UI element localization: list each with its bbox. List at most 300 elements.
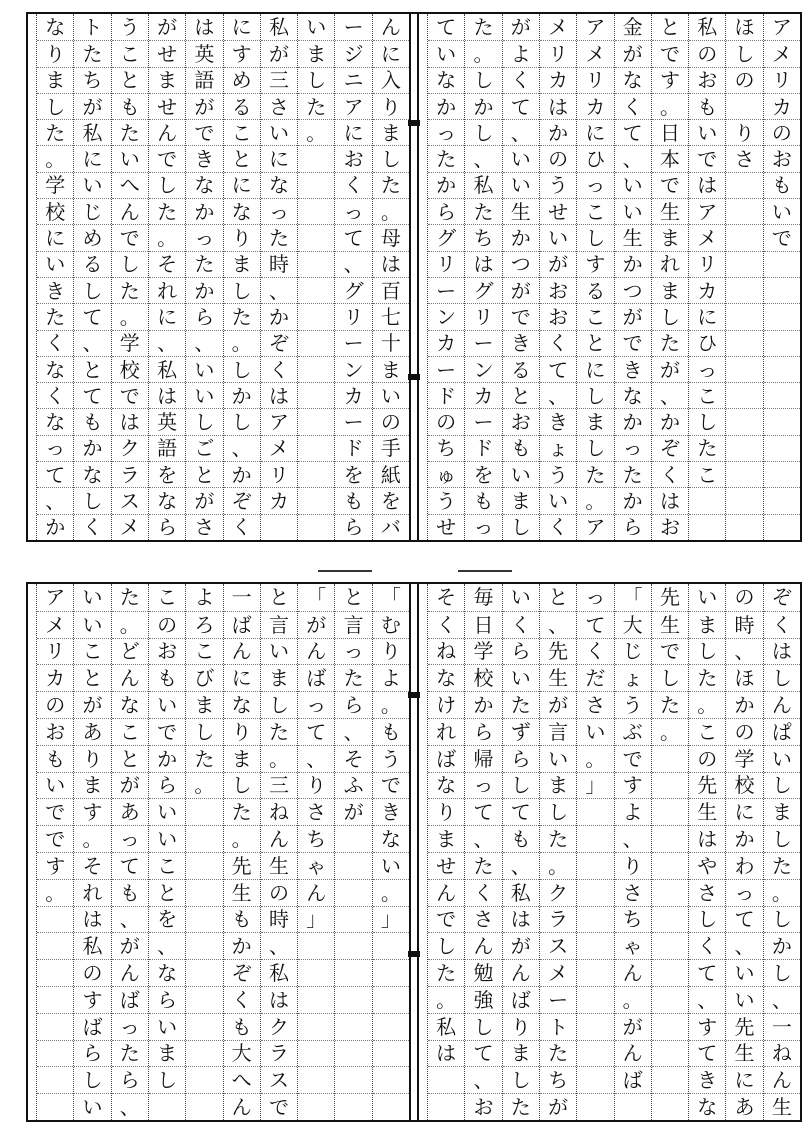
grid-cell: 言 — [261, 611, 297, 638]
grid-cell: ん — [224, 1093, 260, 1120]
grid-cell — [764, 277, 800, 303]
grid-cell: し — [764, 772, 800, 799]
grid-cell: メ — [689, 224, 725, 250]
grid-cell: す — [577, 251, 613, 277]
grid-cell — [726, 356, 762, 382]
grid-cell: し — [540, 798, 576, 825]
grid-cell: 。 — [373, 691, 409, 718]
grid-cell: ラ — [540, 906, 576, 933]
grid-cell — [726, 461, 762, 487]
manuscript-column — [539, 584, 576, 1120]
grid-cell: 語 — [186, 67, 222, 93]
grid-cell: り — [224, 718, 260, 745]
grid-cell: ー — [335, 330, 371, 356]
grid-cell: し — [74, 487, 110, 513]
grid-cell: ん — [380, 15, 401, 40]
grid-cell: お — [335, 145, 371, 171]
grid-cell — [726, 487, 762, 513]
grid-cell: で — [764, 224, 800, 250]
grid-cell: あ — [112, 798, 148, 825]
grid-cell: 。 — [764, 879, 800, 906]
manuscript-column — [73, 14, 110, 540]
grid-cell: ン — [428, 303, 464, 329]
grid-cell: と — [503, 382, 539, 408]
grid-cell: ん — [112, 198, 148, 224]
grid-cell: リ — [764, 67, 800, 93]
grid-cell: ら — [615, 514, 651, 540]
grid-cell: さ — [577, 691, 613, 718]
grid-cell: 時 — [726, 611, 762, 638]
grid-cell: い — [428, 40, 464, 66]
grid-cell: 私 — [74, 932, 110, 959]
grid-cell: 「 — [380, 585, 401, 610]
gutter-mark — [408, 951, 420, 957]
grid-cell: ん — [298, 879, 334, 906]
grid-cell: メ — [577, 40, 613, 66]
grid-cell: ば — [428, 745, 464, 772]
grid-cell — [335, 879, 371, 906]
grid-cell: ま — [764, 798, 800, 825]
grid-cell: メ — [764, 40, 800, 66]
manuscript-column — [36, 14, 73, 540]
grid-cell: は — [652, 487, 688, 513]
grid-cell: 語 — [149, 435, 185, 461]
grid-cell: て — [37, 461, 73, 487]
grid-cell: 強 — [465, 986, 501, 1013]
grid-cell: と — [112, 67, 148, 93]
grid-cell: た — [373, 172, 409, 198]
grid-cell: 、 — [503, 852, 539, 879]
manuscript-column — [651, 14, 688, 540]
grid-cell — [652, 772, 688, 799]
grid-cell: 生 — [652, 611, 688, 638]
grid-cell — [186, 932, 222, 959]
grid-cell — [298, 303, 334, 329]
grid-cell: カ — [428, 330, 464, 356]
grid-cell: さ — [615, 879, 651, 906]
manuscript-column — [651, 584, 688, 1120]
manuscript-column — [111, 584, 148, 1120]
grid-cell: ん — [112, 959, 148, 986]
grid-cell: し — [652, 664, 688, 691]
grid-cell: ー — [540, 986, 576, 1013]
grid-cell — [764, 382, 800, 408]
grid-cell: お — [764, 145, 800, 171]
grid-cell: が — [615, 303, 651, 329]
manuscript-column — [464, 584, 501, 1120]
grid-cell: 私 — [465, 172, 501, 198]
grid-cell: か — [503, 224, 539, 250]
grid-cell: れ — [428, 718, 464, 745]
grid-cell: ば — [298, 664, 334, 691]
grid-cell: 。 — [540, 852, 576, 879]
grid-cell: ー — [343, 15, 364, 40]
grid-cell: カ — [577, 93, 613, 119]
grid-cell: い — [726, 986, 762, 1013]
grid-cell: り — [726, 119, 762, 145]
grid-cell: を — [335, 461, 371, 487]
grid-cell — [689, 514, 725, 540]
grid-cell: 、 — [112, 1093, 148, 1120]
grid-cell: 私 — [697, 15, 718, 40]
grid-cell — [726, 514, 762, 540]
grid-cell — [428, 1066, 464, 1093]
grid-cell: い — [373, 382, 409, 408]
grid-cell — [764, 435, 800, 461]
manuscript-column — [688, 14, 725, 540]
grid-cell: グ — [428, 224, 464, 250]
grid-cell: ア — [585, 15, 606, 40]
grid-cell: ま — [689, 611, 725, 638]
grid-cell: び — [186, 664, 222, 691]
grid-cell — [652, 906, 688, 933]
grid-cell: て — [74, 303, 110, 329]
grid-cell: 大 — [224, 1040, 260, 1067]
grid-cell: か — [615, 251, 651, 277]
grid-cell: ま — [261, 664, 297, 691]
grid-cell: は — [540, 93, 576, 119]
grid-cell — [186, 1040, 222, 1067]
grid-cell — [652, 745, 688, 772]
grid-cell: の — [540, 145, 576, 171]
grid-cell: な — [45, 15, 66, 40]
grid-cell: グ — [465, 277, 501, 303]
grid-cell: ま — [74, 772, 110, 799]
grid-cell: で — [112, 382, 148, 408]
grid-cell: は — [74, 906, 110, 933]
grid-cell: が — [112, 772, 148, 799]
grid-cell: で — [112, 224, 148, 250]
grid-cell — [764, 461, 800, 487]
grid-cell: し — [577, 435, 613, 461]
grid-cell: い — [540, 745, 576, 772]
grid-cell: し — [224, 772, 260, 799]
grid-cell — [186, 1066, 222, 1093]
grid-cell: い — [503, 664, 539, 691]
grid-cell: し — [764, 959, 800, 986]
grid-cell: こ — [157, 585, 178, 610]
grid-cell: ン — [335, 356, 371, 382]
grid-cell: う — [119, 15, 140, 40]
grid-cell: り — [373, 93, 409, 119]
grid-cell: い — [540, 487, 576, 513]
grid-cell: っ — [585, 585, 606, 610]
grid-cell: と — [186, 461, 222, 487]
grid-cell: て — [74, 382, 110, 408]
manuscript-sheet-top — [26, 12, 802, 542]
grid-cell: い — [186, 382, 222, 408]
manuscript-sheet-bottom — [26, 582, 802, 1122]
grid-cell: じ — [615, 638, 651, 665]
bottom-sheet-columns — [28, 584, 800, 1120]
grid-cell — [615, 1093, 651, 1120]
grid-cell: ー — [465, 330, 501, 356]
grid-cell: が — [335, 798, 371, 825]
grid-cell: し — [503, 772, 539, 799]
grid-cell: た — [465, 198, 501, 224]
grid-cell: が — [74, 93, 110, 119]
grid-cell: は — [764, 638, 800, 665]
grid-cell: ら — [74, 1040, 110, 1067]
grid-cell — [335, 1013, 371, 1040]
grid-cell: リ — [465, 303, 501, 329]
grid-cell: ま — [224, 251, 260, 277]
grid-cell: そ — [436, 585, 457, 610]
grid-cell: む — [373, 611, 409, 638]
grid-cell: が — [510, 15, 531, 40]
grid-cell: 手 — [373, 435, 409, 461]
grid-cell: た — [112, 119, 148, 145]
grid-cell: す — [74, 798, 110, 825]
grid-cell: し — [224, 408, 260, 434]
grid-cell: く — [37, 382, 73, 408]
grid-cell: ア — [577, 514, 613, 540]
manuscript-column — [148, 584, 185, 1120]
grid-cell: し — [74, 1066, 110, 1093]
grid-cell: ら — [112, 1066, 148, 1093]
grid-cell: っ — [335, 198, 371, 224]
grid-cell: て — [112, 852, 148, 879]
grid-cell: で — [186, 119, 222, 145]
grid-cell: を — [149, 461, 185, 487]
grid-cell — [186, 986, 222, 1013]
grid-cell: 私 — [74, 119, 110, 145]
grid-cell: 時 — [261, 906, 297, 933]
center-gutter — [409, 14, 419, 540]
grid-cell: だ — [577, 664, 613, 691]
grid-cell: ま — [577, 408, 613, 434]
grid-cell — [298, 1093, 334, 1120]
grid-cell: ド — [428, 382, 464, 408]
grid-cell — [298, 959, 334, 986]
grid-cell: い — [37, 251, 73, 277]
grid-cell: 百 — [373, 277, 409, 303]
grid-cell: も — [224, 906, 260, 933]
grid-cell — [652, 1066, 688, 1093]
grid-cell: お — [37, 718, 73, 745]
grid-cell: 生 — [689, 798, 725, 825]
grid-cell: ま — [149, 67, 185, 93]
grid-cell: か — [465, 691, 501, 718]
grid-cell: つ — [615, 277, 651, 303]
grid-cell: ら — [503, 638, 539, 665]
grid-cell — [261, 514, 297, 540]
grid-cell: し — [149, 172, 185, 198]
grid-cell: ふ — [335, 772, 371, 799]
manuscript-column — [297, 14, 334, 540]
grid-cell — [335, 906, 371, 933]
grid-cell: ー — [335, 408, 371, 434]
grid-cell: せ — [428, 852, 464, 879]
grid-cell: 。 — [577, 745, 613, 772]
grid-cell: ぞ — [224, 487, 260, 513]
grid-cell — [298, 487, 334, 513]
grid-cell: も — [764, 172, 800, 198]
grid-cell: ト — [540, 1013, 576, 1040]
grid-cell: な — [149, 487, 185, 513]
grid-cell — [298, 198, 334, 224]
manuscript-column — [576, 14, 613, 540]
grid-cell: リ — [37, 638, 73, 665]
grid-cell: い — [577, 718, 613, 745]
grid-cell — [186, 852, 222, 879]
grid-cell: も — [74, 408, 110, 434]
grid-cell: 紙 — [373, 461, 409, 487]
grid-cell: 一 — [764, 1013, 800, 1040]
grid-cell: の — [726, 718, 762, 745]
grid-cell — [298, 251, 334, 277]
grid-cell — [652, 852, 688, 879]
grid-cell: め — [224, 67, 260, 93]
grid-cell: い — [764, 745, 800, 772]
grid-cell: を — [373, 487, 409, 513]
grid-cell: 。 — [149, 224, 185, 250]
grid-cell — [298, 435, 334, 461]
grid-cell: い — [74, 611, 110, 638]
grid-cell: な — [615, 382, 651, 408]
grid-cell — [37, 932, 73, 959]
grid-cell: 先 — [689, 772, 725, 799]
grid-cell: は — [112, 408, 148, 434]
grid-cell — [373, 986, 409, 1013]
grid-cell: 生 — [224, 879, 260, 906]
grid-cell: に — [577, 356, 613, 382]
grid-cell — [577, 1066, 613, 1093]
grid-cell: く — [335, 172, 371, 198]
grid-cell: 。 — [224, 330, 260, 356]
grid-cell: 。 — [428, 986, 464, 1013]
grid-cell: ジ — [335, 40, 371, 66]
grid-cell: で — [652, 638, 688, 665]
grid-cell: い — [149, 798, 185, 825]
grid-cell: た — [261, 718, 297, 745]
grid-cell: こ — [112, 718, 148, 745]
grid-cell: は — [261, 986, 297, 1013]
grid-cell: で — [652, 172, 688, 198]
grid-cell: し — [465, 1013, 501, 1040]
grid-cell: か — [186, 198, 222, 224]
grid-cell: ド — [335, 435, 371, 461]
grid-cell — [726, 198, 762, 224]
grid-cell: な — [37, 408, 73, 434]
manuscript-column — [725, 14, 762, 540]
grid-cell: に — [577, 119, 613, 145]
manuscript-column — [614, 14, 651, 540]
grid-cell: の — [373, 408, 409, 434]
divider-mark — [458, 570, 512, 572]
grid-cell: 学 — [465, 638, 501, 665]
grid-cell: た — [428, 959, 464, 986]
grid-cell: 英 — [186, 40, 222, 66]
grid-cell: 」 — [373, 906, 409, 933]
grid-cell: に — [224, 172, 260, 198]
grid-cell: く — [503, 67, 539, 93]
manuscript-column — [725, 584, 762, 1120]
grid-cell: で — [37, 825, 73, 852]
grid-cell: い — [112, 145, 148, 171]
grid-cell: い — [503, 461, 539, 487]
grid-cell — [298, 408, 334, 434]
grid-cell: お — [540, 303, 576, 329]
grid-cell: リ — [540, 40, 576, 66]
grid-cell: い — [149, 825, 185, 852]
grid-cell: て — [689, 959, 725, 986]
grid-cell: り — [298, 772, 334, 799]
grid-cell: い — [82, 585, 103, 610]
grid-cell: こ — [74, 638, 110, 665]
grid-cell: に — [373, 40, 409, 66]
grid-cell: し — [465, 119, 501, 145]
grid-cell: 三 — [261, 67, 297, 93]
grid-cell: で — [503, 303, 539, 329]
grid-cell: て — [577, 611, 613, 638]
grid-cell: か — [224, 461, 260, 487]
grid-cell: ま — [503, 1040, 539, 1067]
grid-cell: 生 — [540, 664, 576, 691]
grid-cell: す — [652, 67, 688, 93]
grid-cell: 七 — [373, 303, 409, 329]
grid-cell — [298, 932, 334, 959]
grid-cell — [298, 145, 334, 171]
grid-cell: 、 — [335, 718, 371, 745]
grid-cell: 私 — [261, 959, 297, 986]
grid-cell: く — [615, 93, 651, 119]
grid-cell: ね — [764, 1040, 800, 1067]
grid-cell: も — [689, 93, 725, 119]
grid-cell: ア — [261, 408, 297, 434]
grid-cell: ゃ — [298, 852, 334, 879]
grid-cell: さ — [689, 879, 725, 906]
grid-cell: ま — [428, 825, 464, 852]
grid-cell — [186, 959, 222, 986]
grid-cell — [298, 514, 334, 540]
grid-cell: き — [373, 798, 409, 825]
grid-cell: の — [428, 408, 464, 434]
grid-cell: や — [689, 852, 725, 879]
grid-cell — [764, 514, 800, 540]
grid-cell: き — [186, 145, 222, 171]
center-gutter — [409, 584, 419, 1120]
grid-cell — [373, 932, 409, 959]
grid-cell: か — [186, 277, 222, 303]
grid-cell: う — [428, 487, 464, 513]
grid-cell: き — [37, 277, 73, 303]
grid-cell — [726, 330, 762, 356]
grid-cell: よ — [373, 664, 409, 691]
grid-cell: ん — [503, 959, 539, 986]
grid-cell — [764, 330, 800, 356]
grid-cell: な — [112, 691, 148, 718]
grid-cell: が — [540, 251, 576, 277]
grid-cell: い — [373, 852, 409, 879]
grid-cell: ば — [503, 986, 539, 1013]
gutter-mark — [408, 692, 420, 698]
grid-cell: が — [157, 15, 178, 40]
grid-cell: ん — [615, 1040, 651, 1067]
grid-cell: カ — [540, 67, 576, 93]
grid-cell: た — [503, 691, 539, 718]
grid-cell: な — [428, 772, 464, 799]
grid-cell: て — [540, 356, 576, 382]
grid-cell: う — [373, 745, 409, 772]
grid-cell — [726, 382, 762, 408]
grid-cell: の — [261, 879, 297, 906]
grid-cell: お — [652, 514, 688, 540]
grid-cell: ー — [465, 408, 501, 434]
grid-cell: 。 — [465, 40, 501, 66]
grid-cell: な — [224, 691, 260, 718]
grid-cell: い — [74, 172, 110, 198]
